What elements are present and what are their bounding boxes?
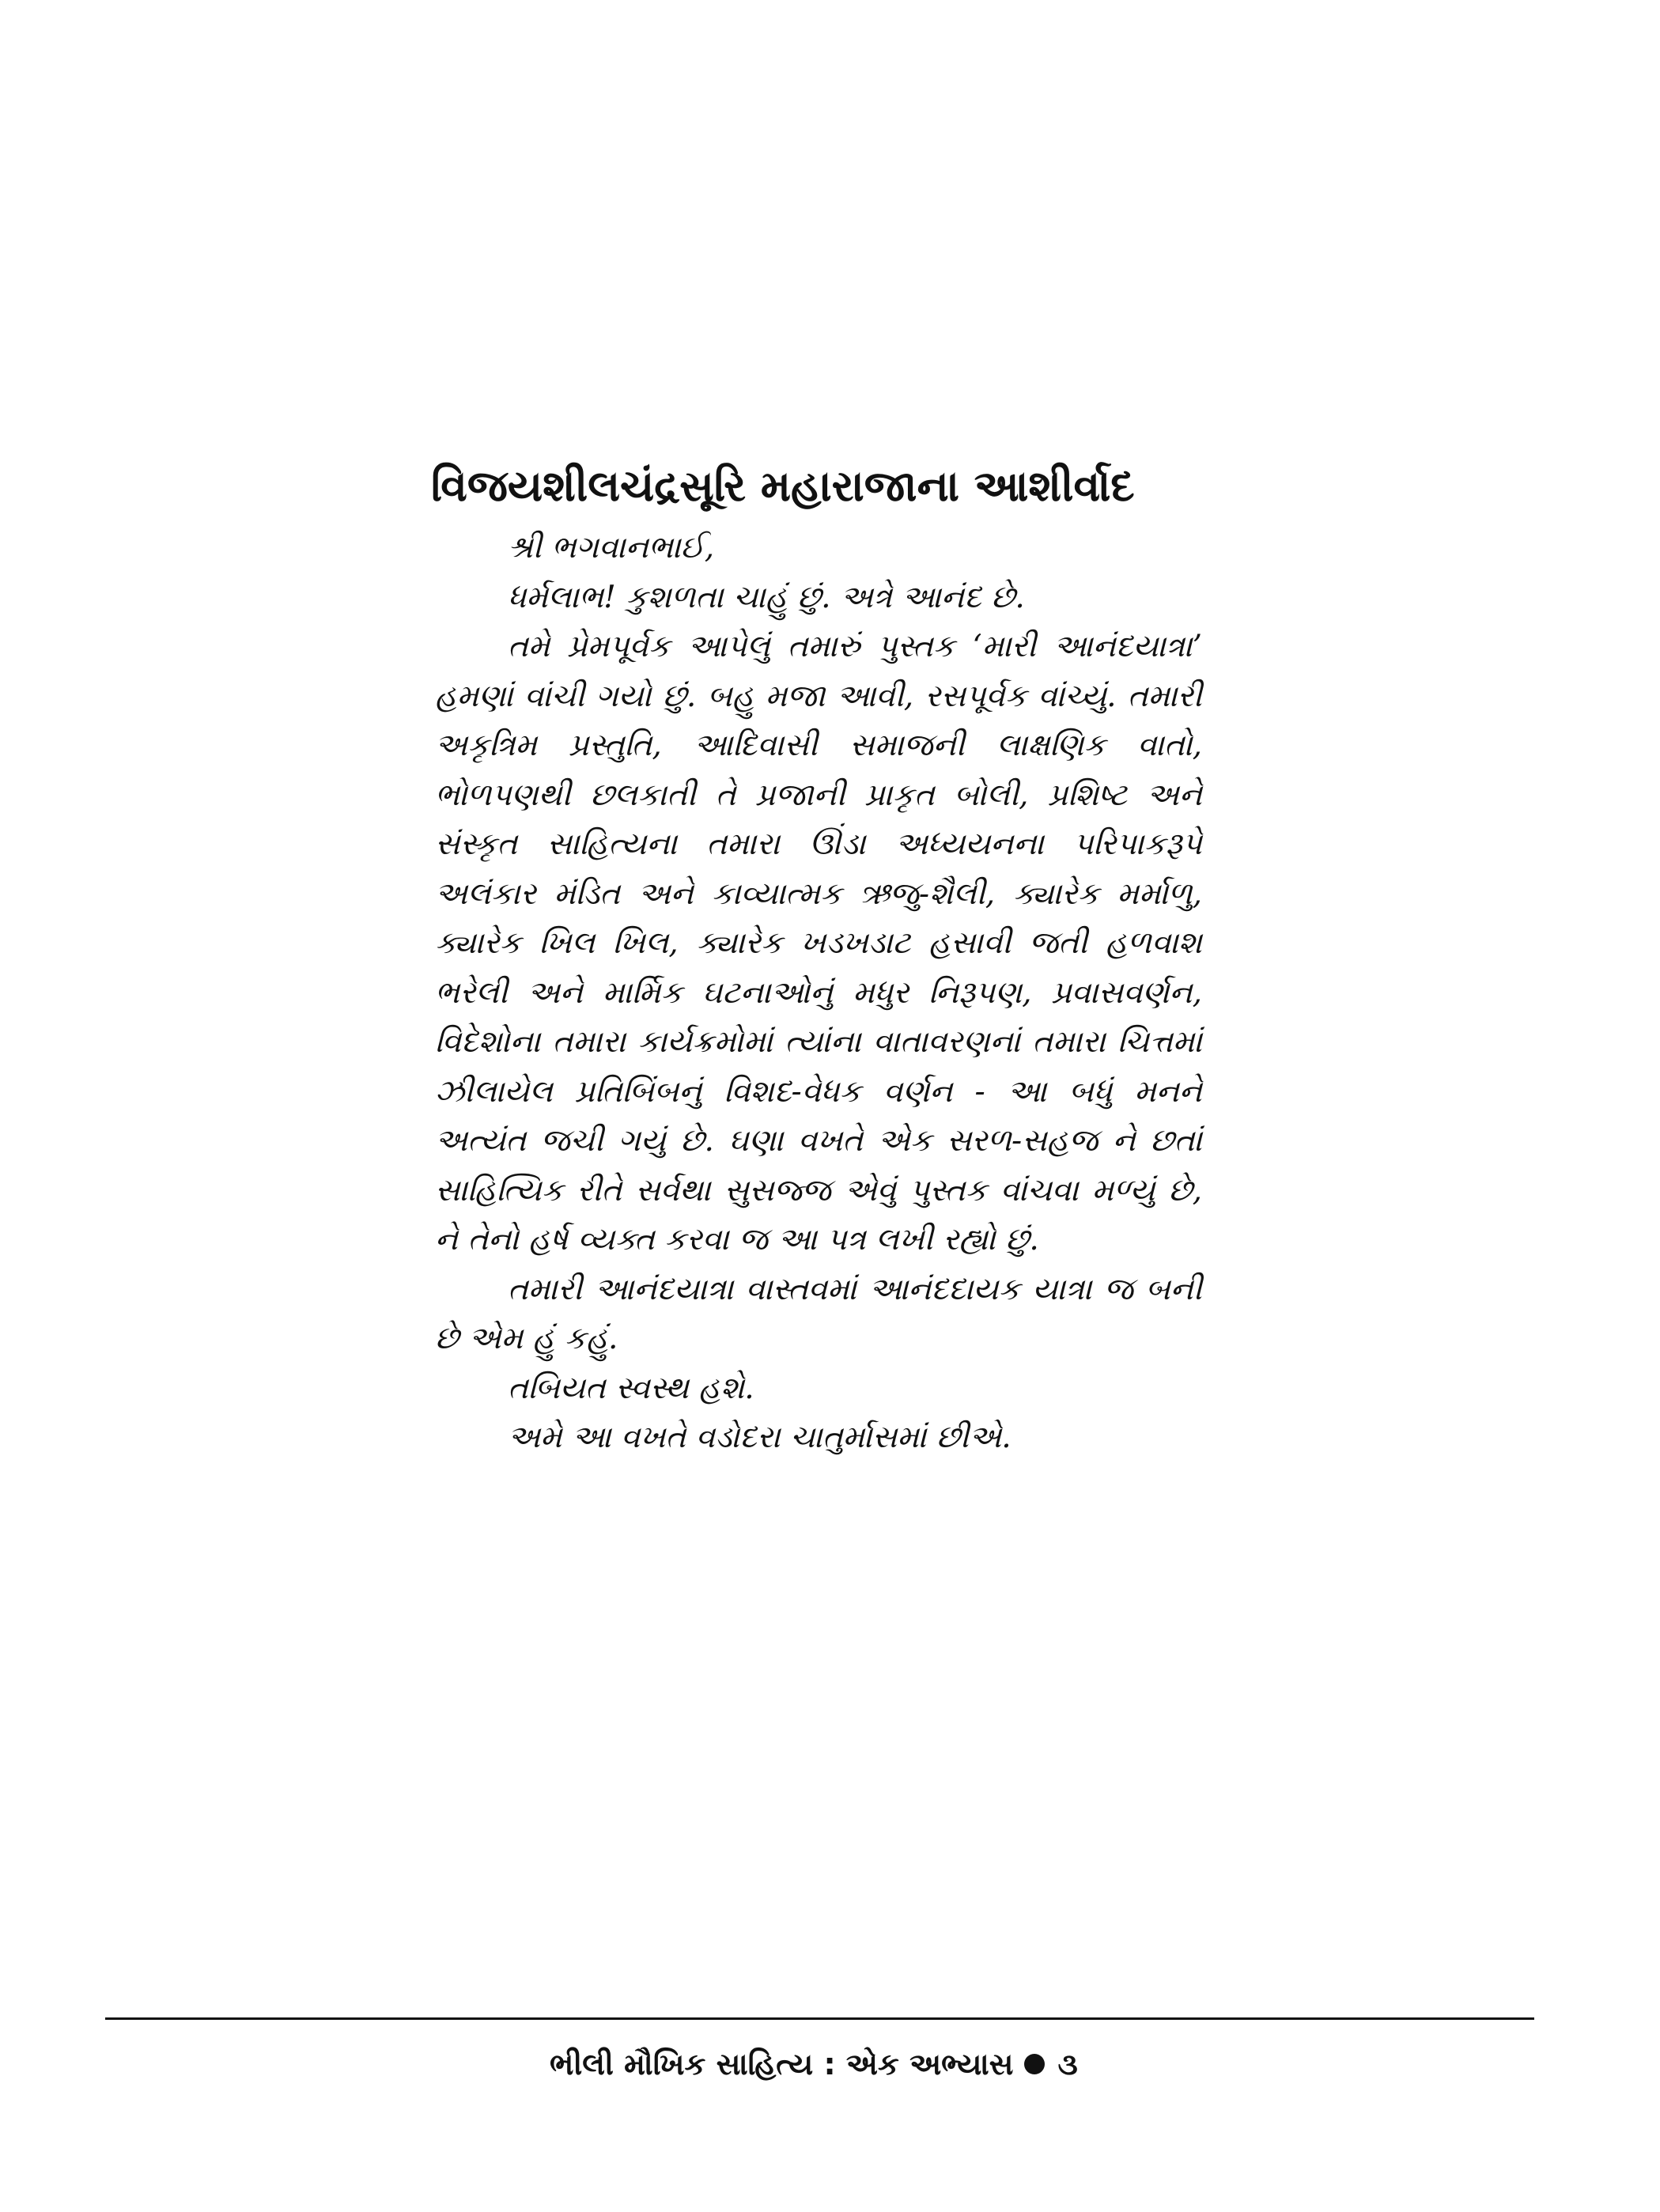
letter-salutation: શ્રી ભગવાનભાઈ, [508, 530, 715, 565]
footer-divider [105, 2017, 1534, 2020]
letter-paragraph: તબિયત સ્વસ્થ હશે. [508, 1370, 754, 1406]
footer-book-title: ભીલી મૌખિક સાહિત્ય : એક અભ્યાસ [550, 2046, 1014, 2082]
letter-paragraph: તમે પ્રેમપૂર્વક આપેલું તમારું પુસ્તક ‘મારી આનંદયાત્રા’ હમણાં વાંચી ગયો છું. બહુ મજા આવી, રસપૂર્વક વાંચ્યું. તમારી અકૃત્રિમ પ્રસ્તુતિ, આદિવાસી સમાજની લાક્ષણિક વાતો, ભોળપણથી છલકાતી તે પ્રજાની પ્રાકૃત બોલી, પ્રશિષ્ટ અને સંસ્કૃત સાહિત્યના તમારા ઊંડા અધ્યયનના પરિપાકરૂપે અલંકાર મંડિત અને કાવ્યાત્મક ઋજુ-શૈલી, ક્યારેક મર્માળુ, ક્યારેક ખિલ ખિલ, ક્યારેક ખડખડાટ હસાવી જતી હળવાશ ભરેલી અને માર્મિક ઘટનાઓનું મધુર નિરૂપણ, પ્રવાસવર્ણન, વિદેશોના તમારા કાર્યક્રમોમાં ત્યાંના વાતાવરણનાં તમારા ચિત્તમાં ઝીલાયેલ પ્રતિબિંબનું વિશદ-વેધક વર્ણન - આ બધું મનને અત્યંત જચી ગયું છે. ઘણા વખતે એક સરળ-સહજ ને છતાં સાહિત્યિક રીતે સર્વથા સુસજ્જ એવું પુસ્તક વાંચવા મળ્યું છે, ને તેનો હર્ષ વ્યક્ત કરવા જ આ પત્ર લખી રહ્યો છું. [435, 629, 1202, 1257]
letter-heading: વિજયશીલચંદ્રસૂરિ મહારાજાના આશીર્વાદ [431, 461, 1135, 511]
footer-page-number: ૩ [1057, 2046, 1078, 2082]
page-footer [0, 2036, 1660, 2092]
letter-body [435, 524, 1202, 1463]
letter-paragraph: ધર્મલાભ! કુશળતા ચાહું છું. અત્રે આનંદ છે. [508, 579, 1025, 615]
letter-paragraph: તમારી આનંદયાત્રા વાસ્તવમાં આનંદદાયક યાત્રા જ બની છે એમ હું કહું. [435, 1271, 1202, 1356]
bullet-icon [1024, 2054, 1045, 2074]
letter-paragraph: અમે આ વખતે વડોદરા ચાતુર્માસમાં છીએ. [508, 1420, 1012, 1455]
